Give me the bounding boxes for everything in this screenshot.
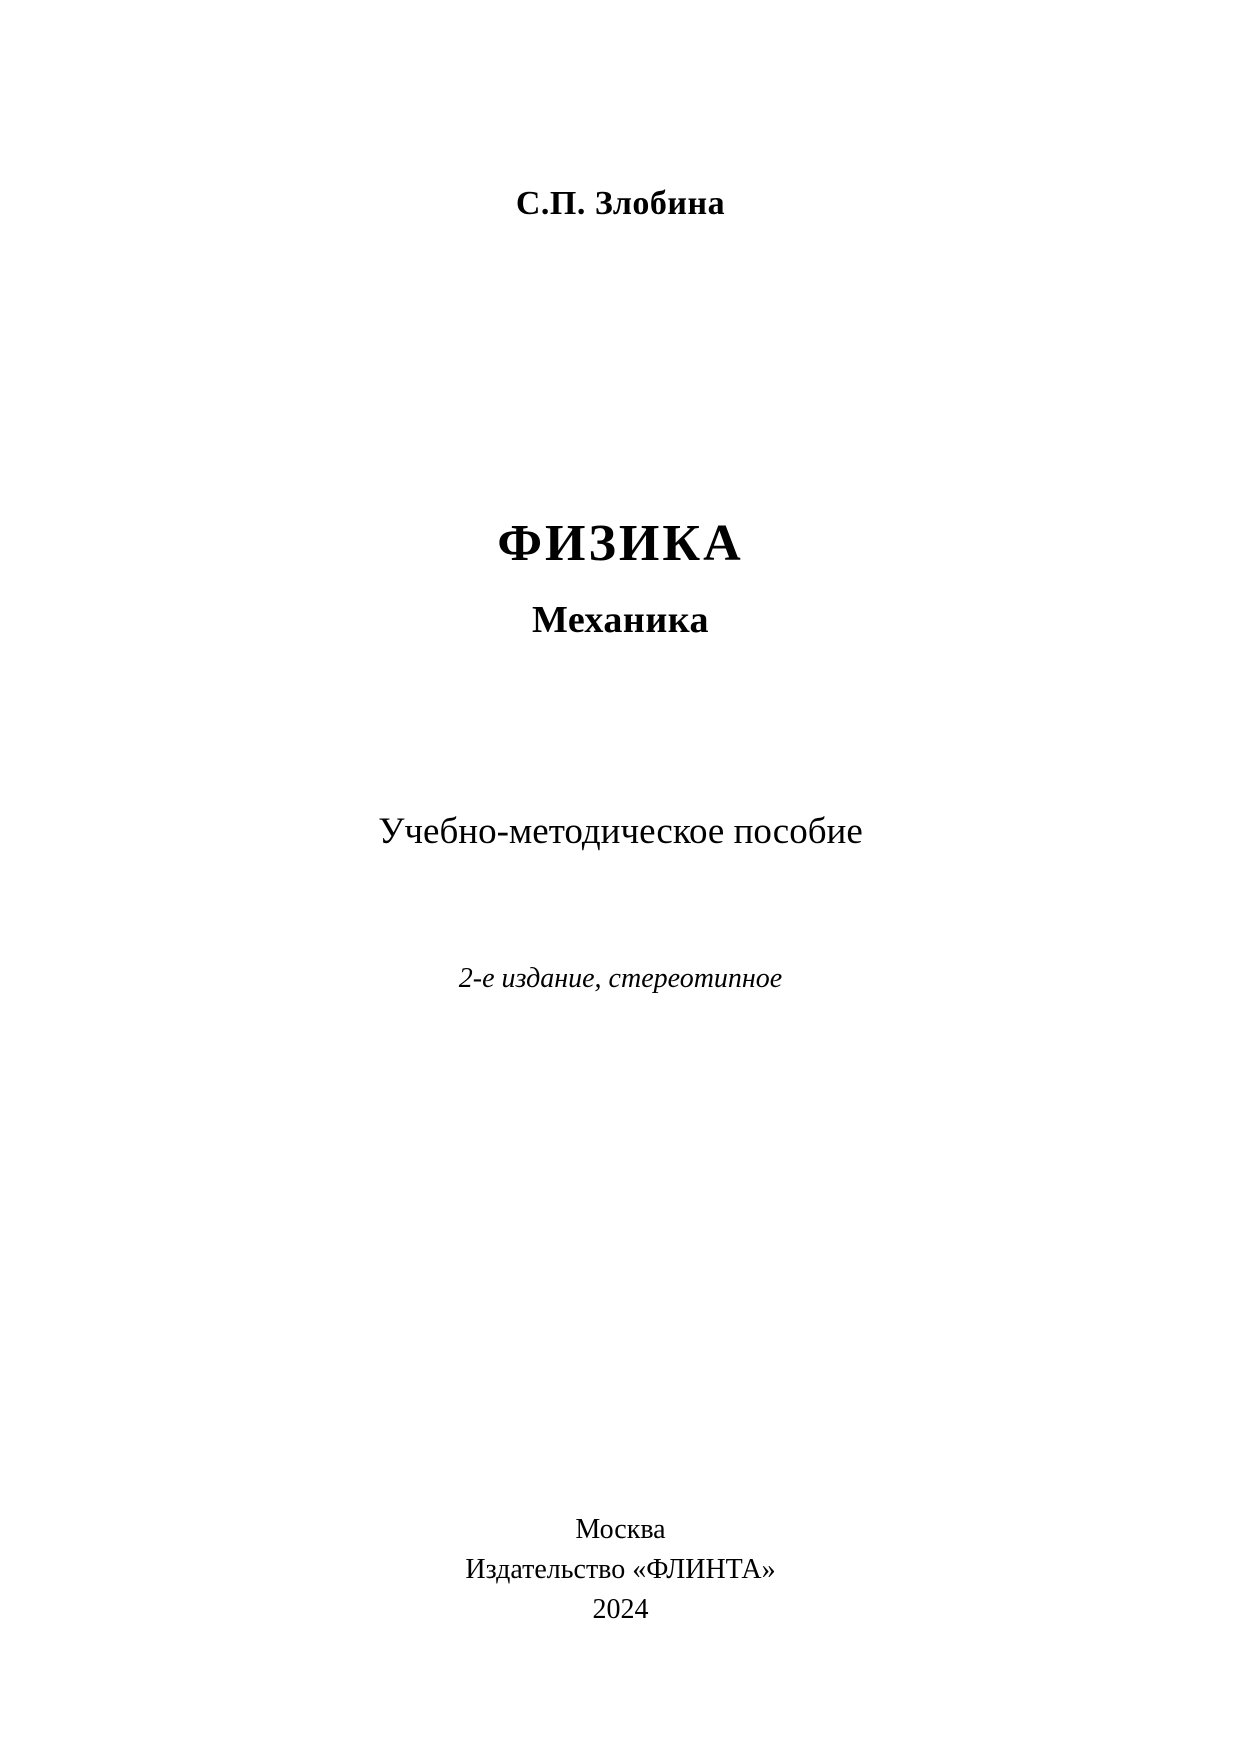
title-block [0,515,1241,642]
page-title: ФИЗИКА [497,515,744,572]
page-subtitle: Механика [531,599,710,642]
edition-note: 2-е издание, стереотипное [458,963,783,994]
publication-kind: Учебно-методическое пособие [378,811,863,852]
imprint-city: Москва [575,1514,666,1545]
imprint-publisher: Издательство «ФЛИНТА» [465,1553,776,1585]
author-name: С.П. Злобина [515,185,726,222]
imprint-year: 2024 [592,1593,649,1625]
imprint-block [0,1510,1241,1629]
